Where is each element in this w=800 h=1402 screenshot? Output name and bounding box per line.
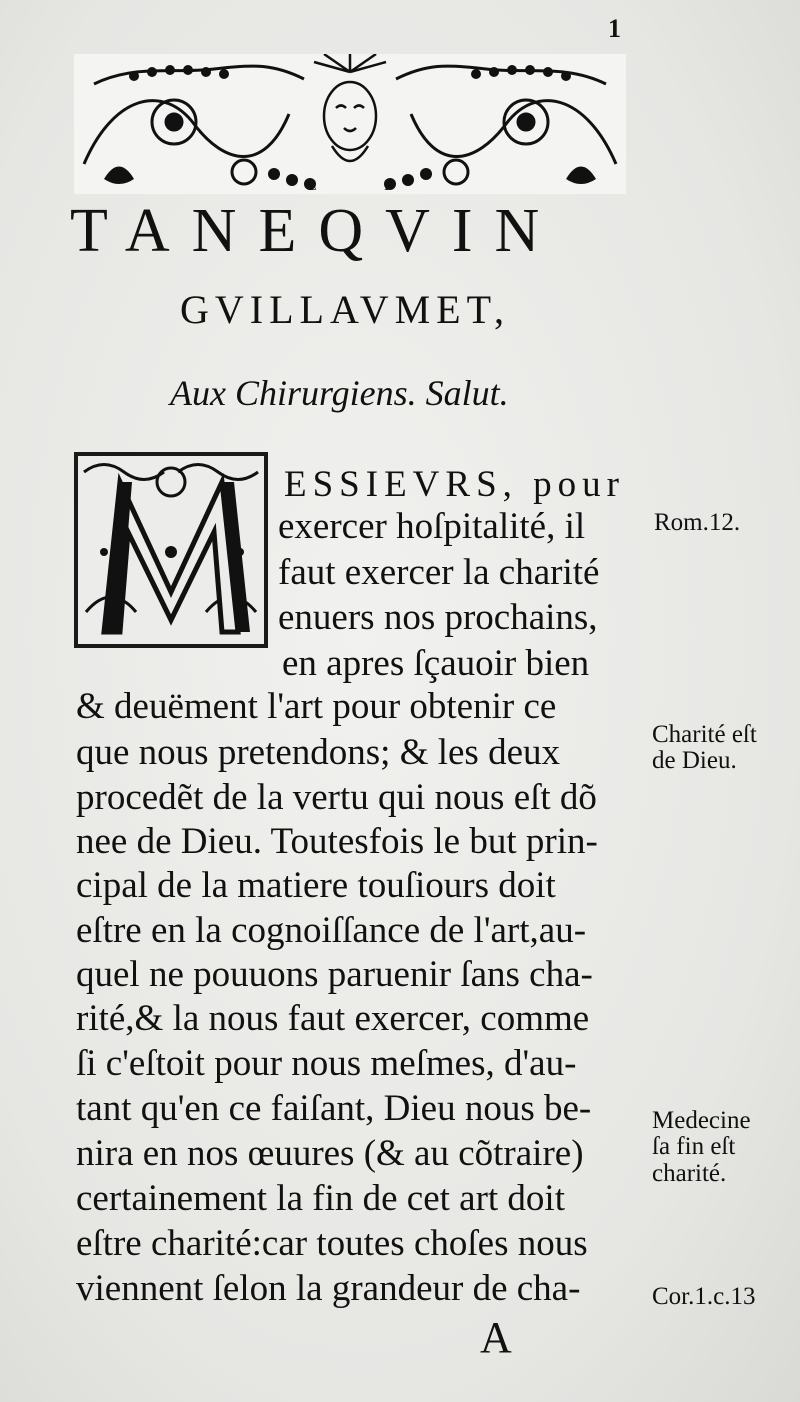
body-line: eſtre charité:car toutes choſes nous bbox=[76, 1223, 588, 1264]
body-line: exercer hoſpitalité, il bbox=[278, 506, 586, 547]
title-line-1: TANEQVIN bbox=[70, 197, 562, 265]
body-line: faut exercer la charité bbox=[278, 552, 600, 593]
body-line: quel ne pouuons paruenir ſans cha- bbox=[76, 954, 593, 995]
svg-text:E: E bbox=[308, 179, 317, 194]
body-line: ESSIEVRS, pour bbox=[284, 464, 625, 505]
body-line: que nous pretendons; & les deux bbox=[76, 732, 560, 773]
margin-note-rom: Rom.12. bbox=[654, 509, 741, 536]
ornamental-headpiece bbox=[74, 54, 626, 194]
body-line: tant qu'en ce faiſant, Dieu nous be- bbox=[76, 1088, 592, 1129]
margin-note-cor: Cor.1.c.13 bbox=[652, 1283, 756, 1310]
body-line: nee de Dieu. Toutesfois le but prin- bbox=[76, 821, 598, 862]
salutation: Aux Chirurgiens. Salut. bbox=[170, 373, 509, 413]
body-line: en apres ſçauoir bien bbox=[282, 643, 590, 684]
body-line: eſtre en la cognoiſſance de l'art,au- bbox=[76, 910, 587, 951]
svg-text:P: P bbox=[384, 179, 392, 194]
body-line: cipal de la matiere touſiours doit bbox=[76, 865, 556, 906]
body-line: & deuëment l'art pour obtenir ce bbox=[76, 686, 557, 727]
body-line: ſi c'eſtoit pour nous meſmes, d'au- bbox=[76, 1043, 577, 1084]
folio-number: 1 bbox=[608, 14, 621, 43]
signature-mark: A bbox=[480, 1313, 512, 1362]
body-line: rité,& la nous faut exercer, comme bbox=[76, 998, 590, 1039]
body-line: nira en nos œuures (& au cõtraire) bbox=[76, 1133, 584, 1174]
body-line: viennent ſelon la grandeur de cha- bbox=[76, 1268, 581, 1309]
decorated-initial-m bbox=[74, 452, 268, 648]
title-line-2: GVILLAVMET, bbox=[180, 287, 511, 332]
body-line: certainement la fin de cet art doit bbox=[76, 1178, 565, 1219]
body-line: procedẽt de la vertu qui nous eſt dõ bbox=[76, 777, 597, 818]
body-line: enuers nos prochains, bbox=[278, 597, 598, 638]
margin-note-medecine: Medecine ſa fin eſt charité. bbox=[652, 1107, 751, 1187]
margin-note-charite: Charité eſt de Dieu. bbox=[652, 721, 757, 775]
